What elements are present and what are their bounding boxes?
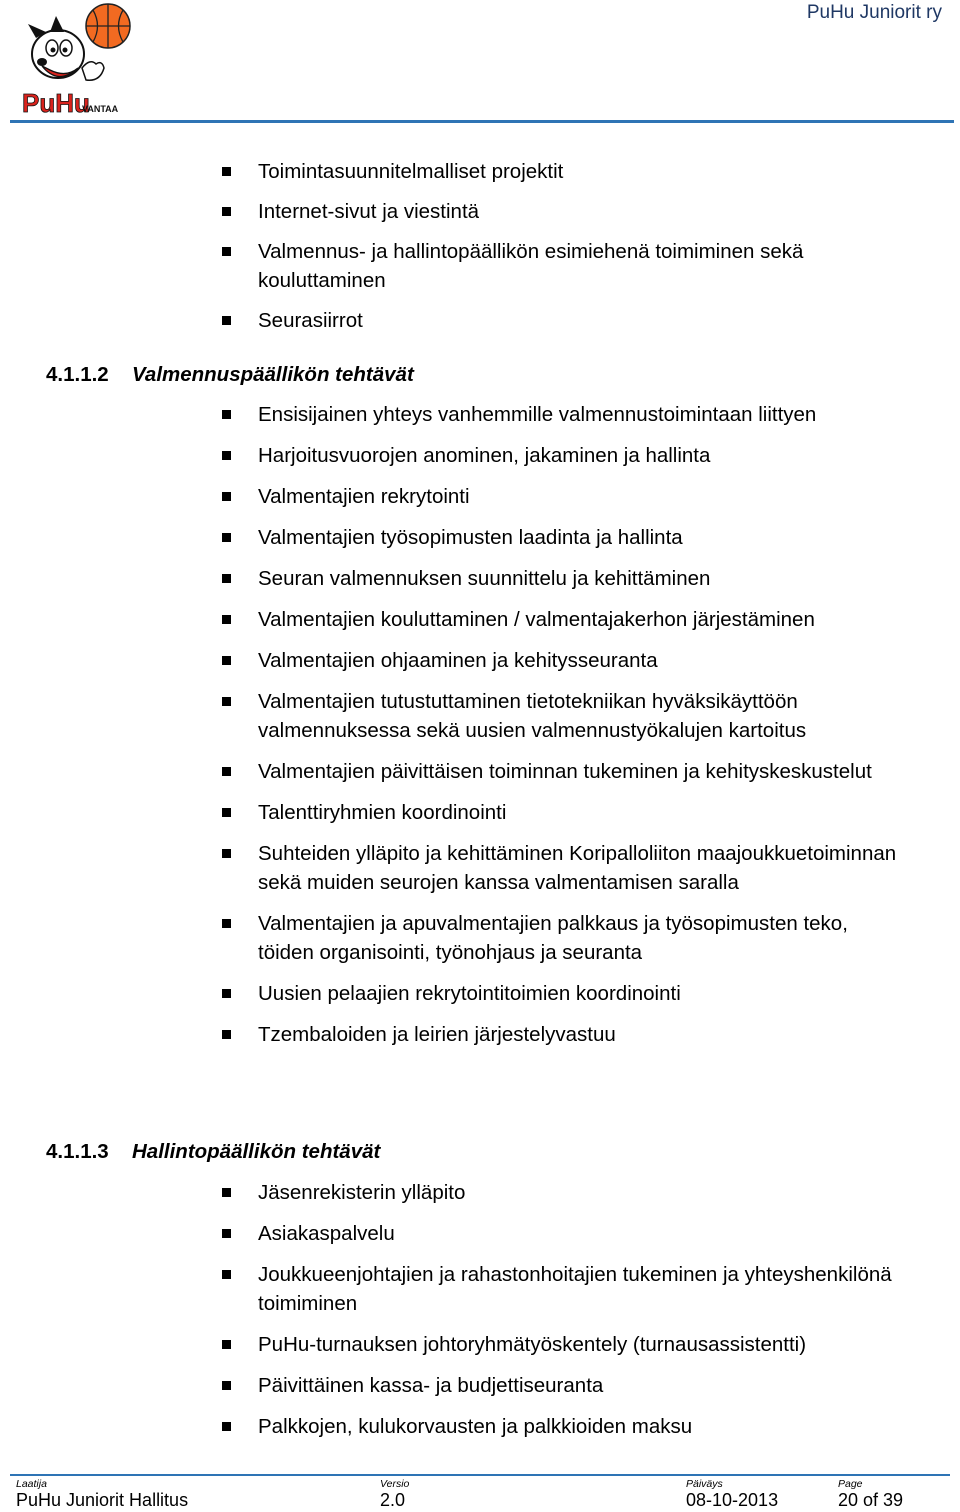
list-item: Valmentajien työsopimusten laadinta ja hallinta [0, 523, 960, 552]
section-title: Hallintopäällikön tehtävät [132, 1140, 381, 1163]
list-item: Valmentajien päivittäisen toiminnan tukeminen ja kehityskeskustelut [0, 757, 960, 786]
list-item: Toimintasuunnitelmalliset projektit [0, 157, 960, 186]
bullet-list-general [0, 157, 960, 335]
list-item: Jäsenrekisterin ylläpito [0, 1178, 960, 1207]
section-title: Valmennuspäällikön tehtävät [132, 363, 414, 386]
list-item: Palkkojen, kulukorvausten ja palkkioiden maksu [0, 1412, 960, 1441]
list-item: Päivittäinen kassa- ja budjettiseuranta [0, 1371, 960, 1400]
logo-text: PuHu [22, 88, 90, 118]
list-item: Seurasiirrot [0, 306, 960, 335]
section-number: 4.1.1.2 [46, 363, 109, 386]
page-caption: Page [838, 1478, 863, 1490]
puhu-logo-icon [20, 2, 136, 118]
section-number: 4.1.1.3 [46, 1140, 109, 1163]
version-value: 2.0 [380, 1490, 406, 1510]
list-item: Valmentajien ja apuvalmentajien palkkaus ja työsopimusten teko, töiden organisointi, työnohjaus ja seuranta [0, 909, 960, 967]
author-value: PuHu Juniorit Hallitus [16, 1490, 189, 1510]
list-item: Talenttiryhmien koordinointi [0, 798, 960, 827]
list-item: Valmennus- ja hallintopäällikön esimiehenä toimiminen sekä kouluttaminen [0, 237, 960, 295]
list-item: Uusien pelaajien rekrytointitoimien koordinointi [0, 979, 960, 1008]
bullet-list-valmennuspaallikko [0, 400, 960, 1049]
logo-subtext: VANTAA [82, 104, 119, 114]
list-item: Valmentajien ohjaaminen ja kehitysseuranta [0, 646, 960, 675]
header-divider [10, 120, 954, 123]
list-item: Valmentajien rekrytointi [0, 482, 960, 511]
organization-name: PuHu Juniorit ry [806, 2, 942, 23]
list-item: Asiakaspalvelu [0, 1219, 960, 1248]
footer-divider [10, 1474, 950, 1476]
version-caption: Versio [380, 1478, 410, 1490]
list-item: Joukkueenjohtajien ja rahastonhoitajien tukeminen ja yhteyshenkilönä toimiminen [0, 1260, 960, 1318]
page-number: 20 of 39 [838, 1490, 904, 1510]
list-item: PuHu-turnauksen johtoryhmätyöskentely (turnausassistentti) [0, 1330, 960, 1359]
date-caption: Päiväys [686, 1478, 723, 1490]
list-item: Seuran valmennuksen suunnittelu ja kehittäminen [0, 564, 960, 593]
list-item: Suhteiden ylläpito ja kehittäminen Koripalloliiton maajoukkuetoiminnan sekä muiden seurojen kanssa valmentamisen saralla [0, 839, 960, 897]
bullet-list-hallintopaallikko [0, 1178, 960, 1441]
page-footer [0, 1470, 960, 1512]
list-item: Ensisijainen yhteys vanhemmille valmennustoimintaan liittyen [0, 400, 960, 429]
list-item: Internet-sivut ja viestintä [0, 197, 960, 226]
section-heading-valmennuspaallikko [46, 360, 414, 389]
date-value: 08-10-2013 [686, 1490, 779, 1510]
list-item: Harjoitusvuorojen anominen, jakaminen ja hallinta [0, 441, 960, 470]
author-caption: Laatija [16, 1478, 47, 1490]
list-item: Valmentajien tutustuttaminen tietotekniikan hyväksikäyttöön valmennuksessa sekä uusien valmennustyökalujen kartoitus [0, 687, 960, 745]
section-heading-hallintopaallikko [46, 1137, 380, 1166]
list-item: Valmentajien kouluttaminen / valmentajakerhon järjestäminen [0, 605, 960, 634]
list-item: Tzembaloiden ja leirien järjestelyvastuu [0, 1020, 960, 1049]
page-header [0, 0, 960, 124]
